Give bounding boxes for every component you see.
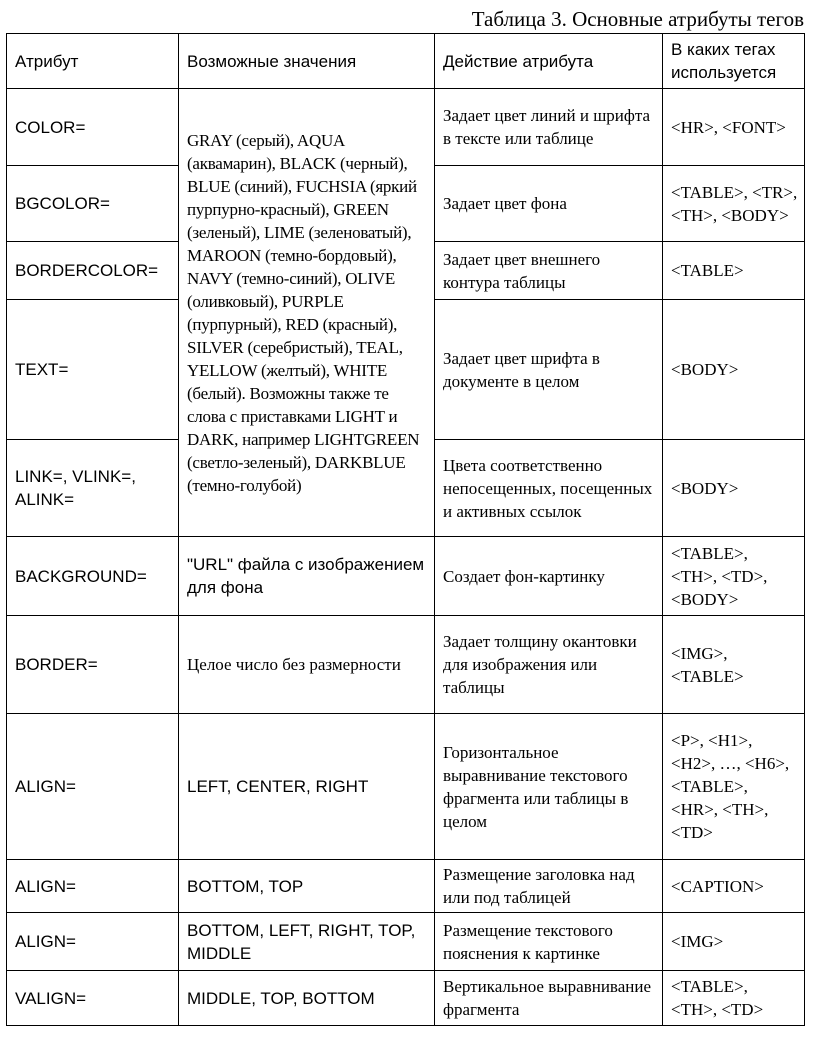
- attribute-cell: BORDERCOLOR=: [7, 242, 179, 300]
- attribute-cell: ALIGN=: [7, 860, 179, 913]
- header-attribute: Атрибут: [7, 34, 179, 89]
- action-cell: Задает цвет фона: [435, 166, 663, 242]
- table-header-row: [7, 34, 805, 89]
- header-action: Действие атрибута: [435, 34, 663, 89]
- attribute-cell: BGCOLOR=: [7, 166, 179, 242]
- tags-cell: <TABLE>, <TH>, <TD>: [663, 971, 805, 1026]
- values-cell: "URL" файла с изображением для фона: [179, 537, 435, 616]
- attribute-cell: COLOR=: [7, 89, 179, 166]
- action-cell: Размещение заголовка над или под таблицей: [435, 860, 663, 913]
- table-caption: Таблица 3. Основные атрибуты тегов: [471, 7, 804, 31]
- tags-cell: <IMG>, <TABLE>: [663, 616, 805, 714]
- action-cell: Горизонтальное выравнивание текстового фрагмента или таблицы в целом: [435, 714, 663, 860]
- attribute-cell: ALIGN=: [7, 913, 179, 971]
- values-cell: LEFT, CENTER, RIGHT: [179, 714, 435, 860]
- tags-cell: <TABLE>, <TR>, <TH>, <BODY>: [663, 166, 805, 242]
- attribute-cell: TEXT=: [7, 300, 179, 440]
- values-cell: MIDDLE, TOP, BOTTOM: [179, 971, 435, 1026]
- values-cell: BOTTOM, TOP: [179, 860, 435, 913]
- action-cell: Размещение текстового пояснения к картинке: [435, 913, 663, 971]
- color-values-cell: GRAY (серый), AQUA (аквамарин), BLACK (черный), BLUE (синий), FUCHSIA (яркий пурпурно-красный), GREEN (зеленый), LIME (зеленоватый), MAROON (темно-бордовый), NAVY (темно-синий), OLIVE (оливковый), PURPLE (пурпурный), RED (красный), SILVER (серебристый), TEAL, YELLOW (желтый), WHITE (белый). Возможны также те слова с приставками LIGHT и DARK, например LIGHTGREEN (светло-зеленый), DARKBLUE (темно-голубой): [179, 89, 435, 537]
- tags-cell: <P>, <H1>, <H2>, …, <H6>, <TABLE>, <HR>, <TH>, <TD>: [663, 714, 805, 860]
- action-cell: Задает цвет внешнего контура таблицы: [435, 242, 663, 300]
- tags-cell: <TABLE>: [663, 242, 805, 300]
- tags-cell: <BODY>: [663, 440, 805, 537]
- attribute-cell: VALIGN=: [7, 971, 179, 1026]
- attributes-table: [6, 33, 805, 1026]
- table-row: [7, 971, 805, 1026]
- tags-cell: <TABLE>, <TH>, <TD>, <BODY>: [663, 537, 805, 616]
- table-row: [7, 616, 805, 714]
- attribute-cell: BACKGROUND=: [7, 537, 179, 616]
- action-cell: Задает цвет линий и шрифта в тексте или таблице: [435, 89, 663, 166]
- tags-cell: <HR>, <FONT>: [663, 89, 805, 166]
- action-cell: Цвета соответственно непосещенных, посещенных и активных ссылок: [435, 440, 663, 537]
- header-tags: В каких тегах используется: [663, 34, 805, 89]
- action-cell: Создает фон-картинку: [435, 537, 663, 616]
- values-cell: BOTTOM, LEFT, RIGHT, TOP, MIDDLE: [179, 913, 435, 971]
- values-cell: Целое число без размерности: [179, 616, 435, 714]
- table-row: [7, 89, 805, 166]
- attribute-cell: LINK=, VLINK=, ALINK=: [7, 440, 179, 537]
- attribute-cell: BORDER=: [7, 616, 179, 714]
- tags-cell: <BODY>: [663, 300, 805, 440]
- tags-cell: <CAPTION>: [663, 860, 805, 913]
- action-cell: Задает цвет шрифта в документе в целом: [435, 300, 663, 440]
- header-values: Возможные значения: [179, 34, 435, 89]
- table-row: [7, 913, 805, 971]
- table-row: [7, 860, 805, 913]
- table-row: [7, 537, 805, 616]
- action-cell: Задает толщину окантовки для изображения или таблицы: [435, 616, 663, 714]
- action-cell: Вертикальное выравнивание фрагмента: [435, 971, 663, 1026]
- attribute-cell: ALIGN=: [7, 714, 179, 860]
- tags-cell: <IMG>: [663, 913, 805, 971]
- table-row: [7, 714, 805, 860]
